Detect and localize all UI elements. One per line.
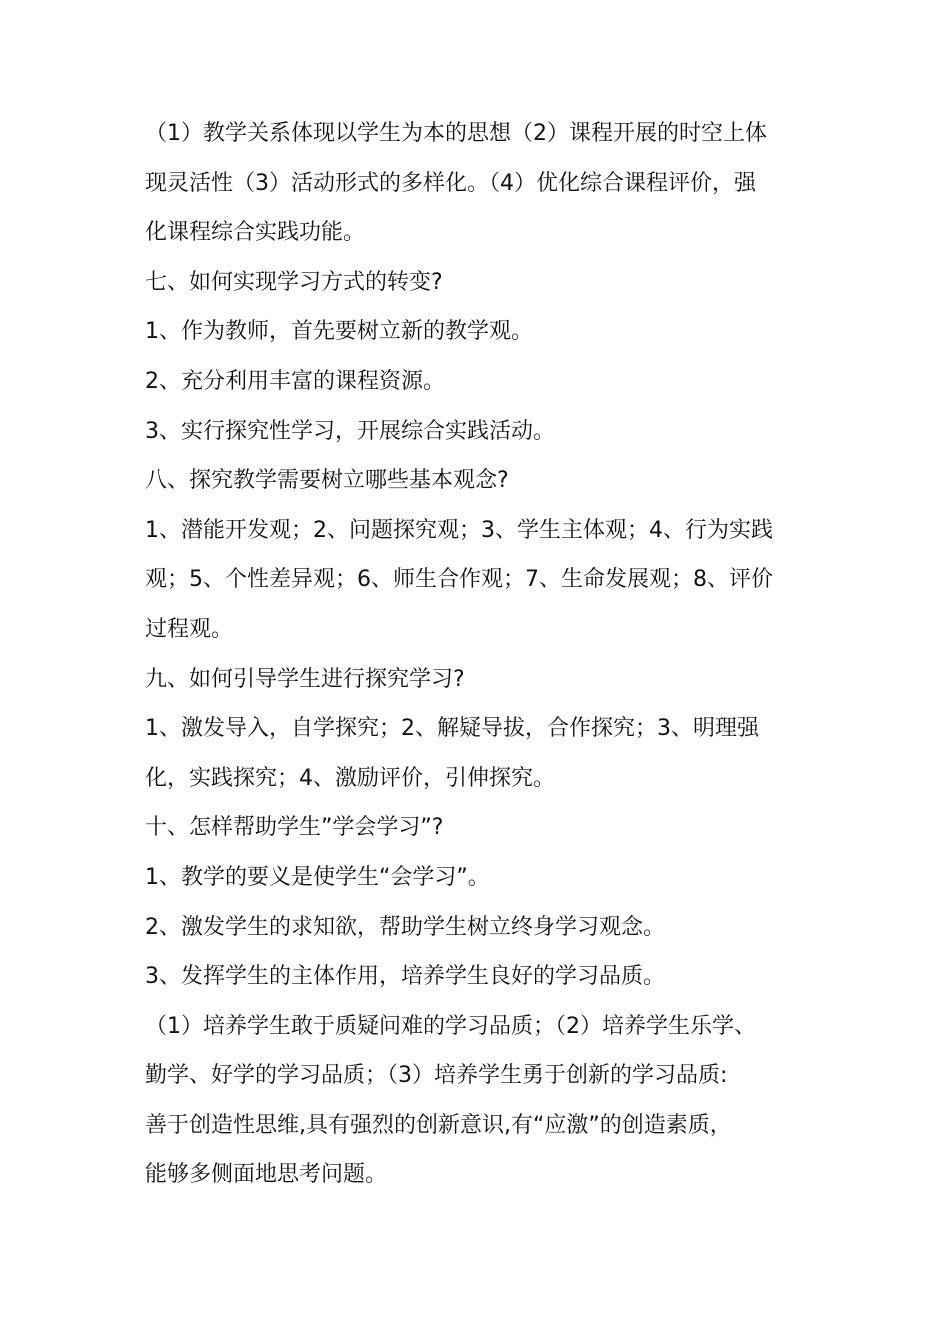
paragraph-line: 1、潜能开发观；2、问题探究观；3、学生主体观；4、行为实践: [145, 517, 773, 543]
document-page: [145, 109, 815, 1200]
paragraph-line: 勤学、好学的学习品质；（3）培养学生勇于创新的学习品质:: [145, 1063, 728, 1089]
paragraph-line: 观；5、个性差异观；6、师生合作观；7、生命发展观；8、评价: [145, 567, 773, 593]
paragraph-line: 化，实践探究；4、激励评价，引伸探究。: [145, 765, 555, 791]
section-heading-9: 九、如何引导学生进行探究学习?: [145, 666, 465, 692]
paragraph-line: 化课程综合实践功能。: [145, 220, 366, 246]
section-heading-7: 七、如何实现学习方式的转变?: [145, 269, 443, 295]
paragraph-line: 能够多侧面地思考问题。: [145, 1162, 388, 1188]
paragraph-line: 过程观。: [145, 616, 234, 642]
list-item: 3、实行探究性学习，开展综合实践活动。: [145, 418, 555, 444]
paragraph-line: （1）教学关系体现以学生为本的思想（2）课程开展的时空上体: [145, 121, 767, 146]
section-heading-8: 八、探究教学需要树立哪些基本观念?: [145, 468, 509, 494]
list-item: 1、教学的要义是使学生“会学习”。: [145, 864, 490, 890]
paragraph-line: 善于创造性思维,具有强烈的创新意识,有“应激”的创造素质，: [145, 1112, 732, 1138]
paragraph-line: （1）培养学生敢于质疑问难的学习品质；（2）培养学生乐学、: [145, 1013, 756, 1039]
list-item: 3、发挥学生的主体作用，培养学生良好的学习品质。: [145, 964, 665, 990]
list-item: 1、作为教师，首先要树立新的教学观。: [145, 319, 533, 345]
section-heading-10: 十、怎样帮助学生”学会学习”?: [145, 815, 444, 841]
list-item: 2、充分利用丰富的课程资源。: [145, 368, 445, 394]
paragraph-line: 1、激发导入，自学探究；2、解疑导拔，合作探究；3、明理强: [145, 716, 759, 742]
paragraph-line: 现灵活性（3）活动形式的多样化。（4）优化综合课程评价，强: [145, 170, 756, 196]
list-item: 2、激发学生的求知欲，帮助学生树立终身学习观念。: [145, 914, 665, 940]
